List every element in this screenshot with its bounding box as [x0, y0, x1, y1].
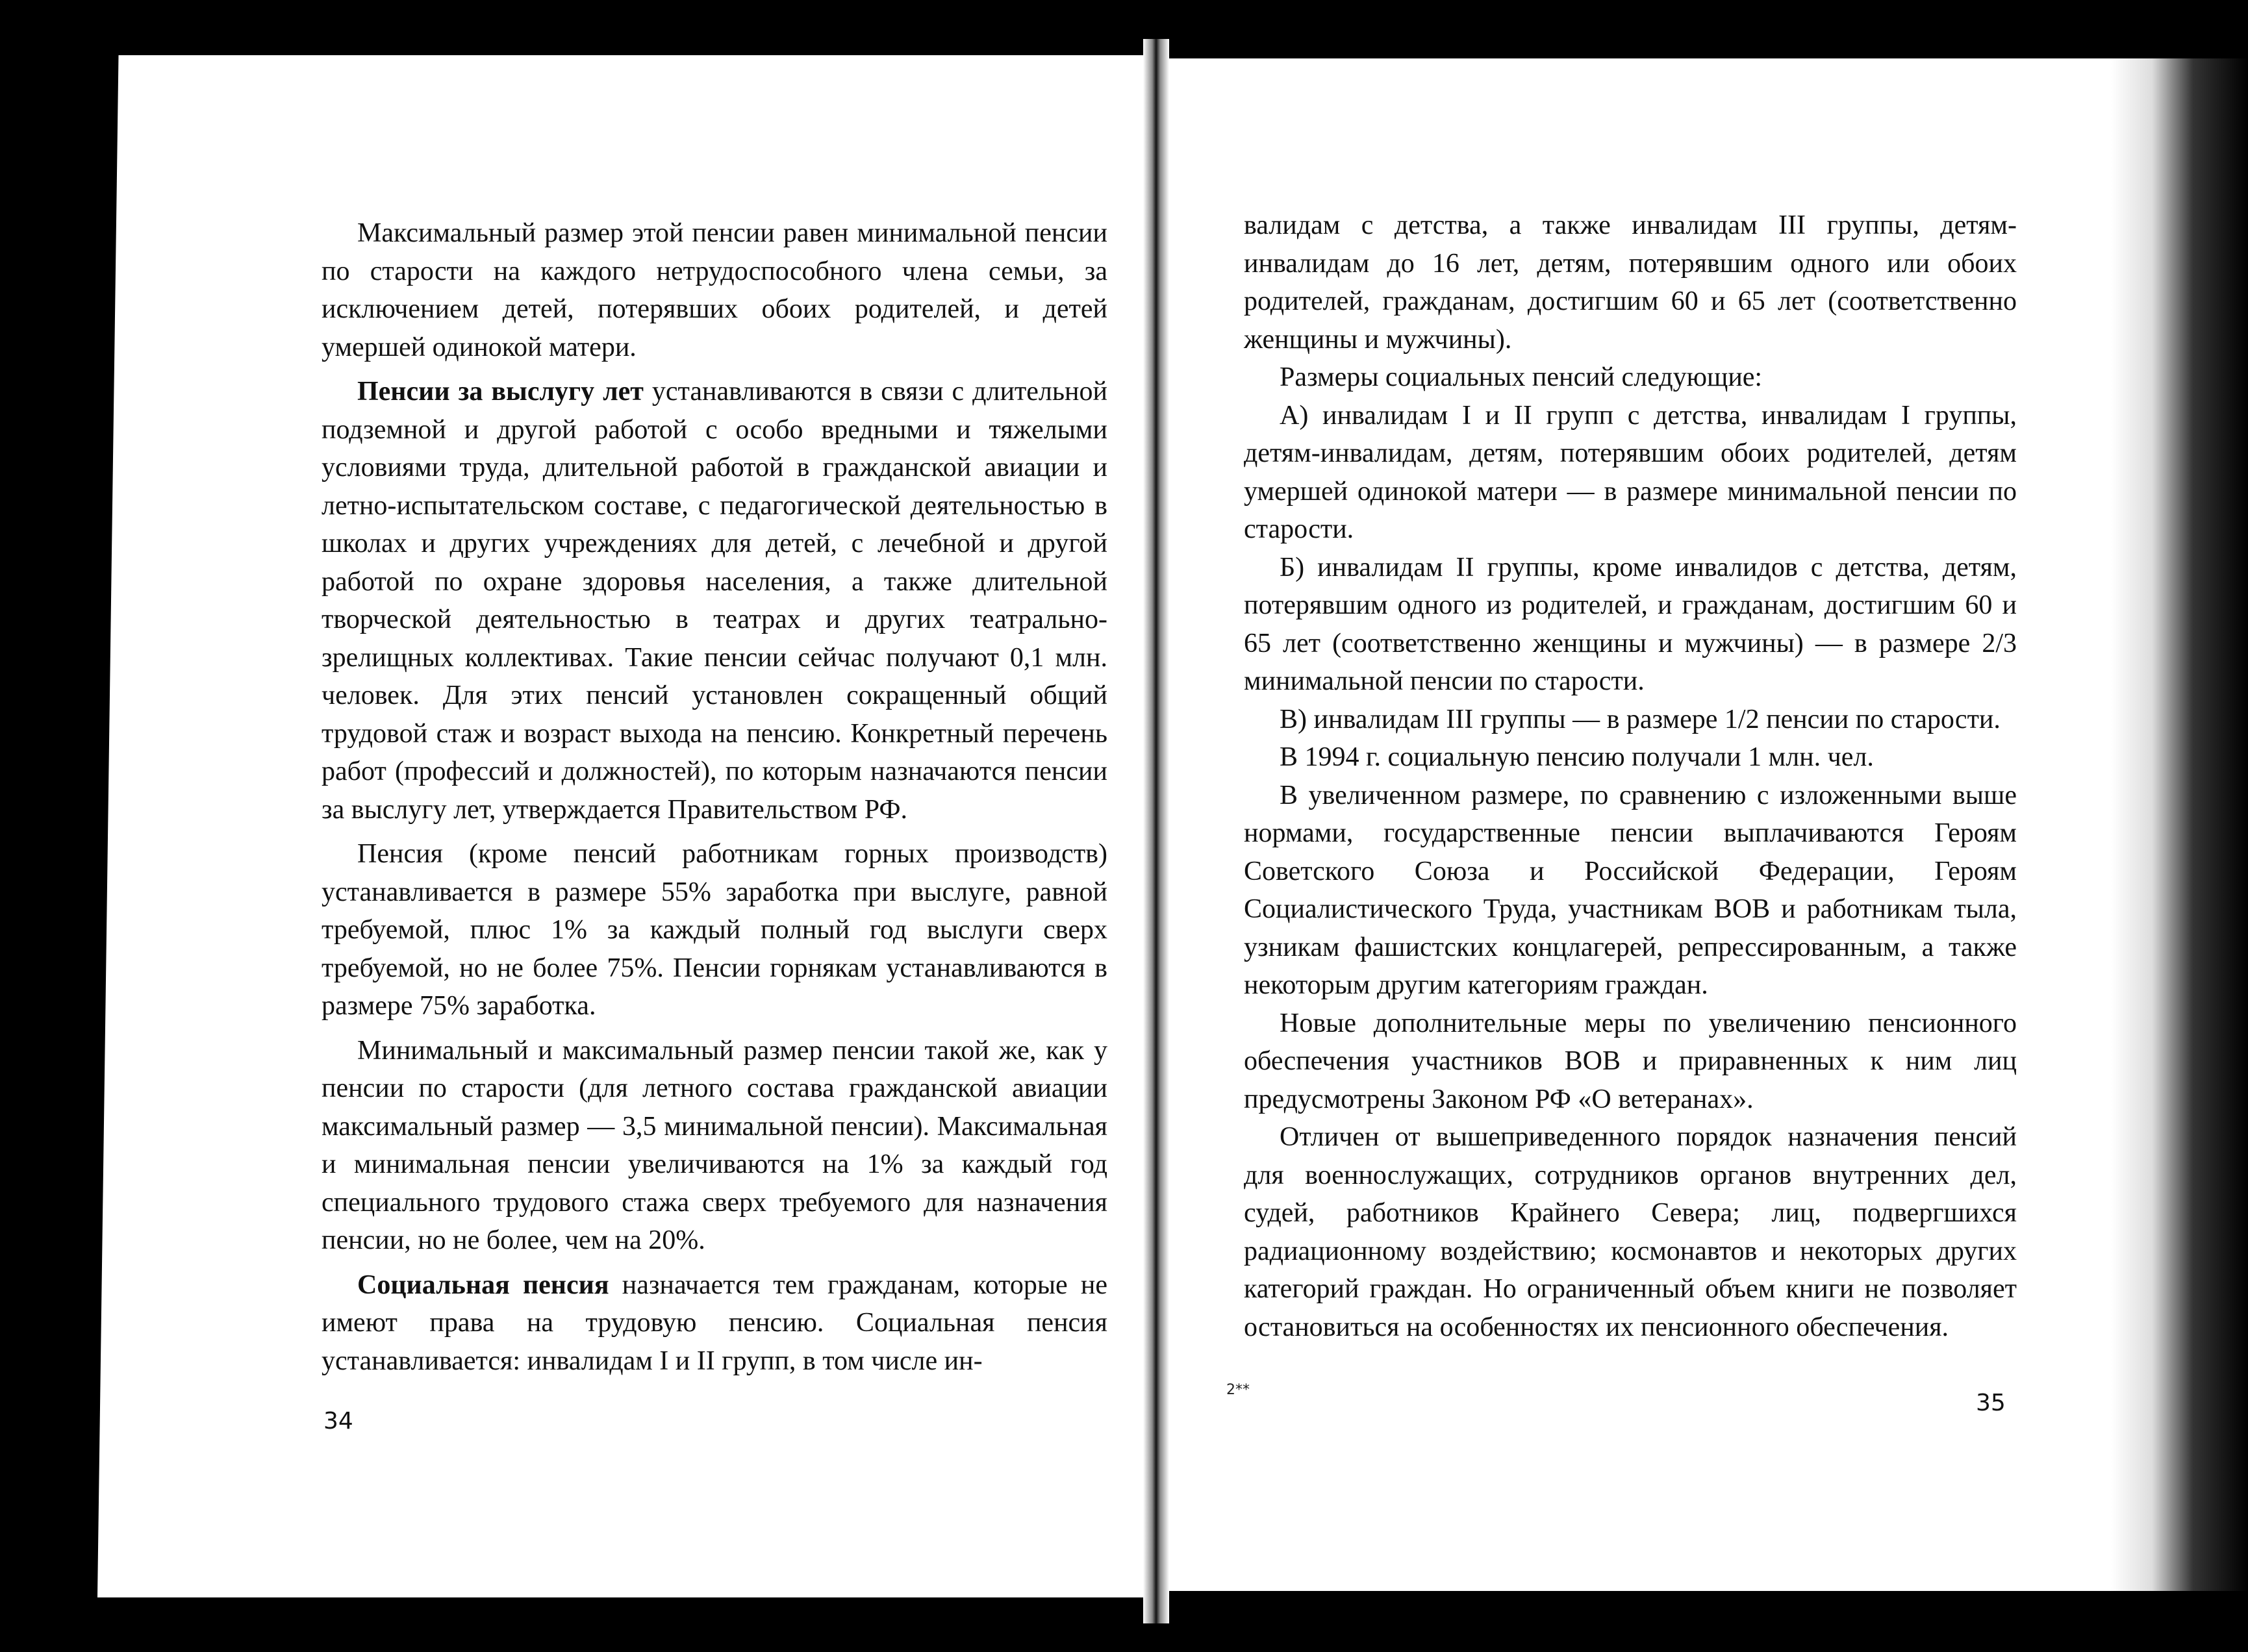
page-number-left: 34 [323, 1408, 353, 1434]
paragraph: Пенсии за выслугу лет устанавливаются в связи с длительной подземной и другой работой с особо вредными и тяжелыми условиями труда, длительной работой в гражданской авиации и летно-испытательском составе, с педагогической деятельностью в школах и других учреждениях для детей, с лечебной и другой работой по охране здоровья населения, а также длительной творческой деятельностью в театрах и других театрально-зрелищных коллективах. Такие пенсии сейчас получают 0,1 млн. человек. Для этих пенсий установлен сокращенный общий трудовой стаж и возраст выхода на пенсию. Конкретный перечень работ (профессий и должностей), по которым назначаются пенсии за выслугу лет, утверждается Правительством РФ. [322, 377, 1107, 825]
term-heading: Пенсии за выслугу лет [357, 377, 644, 407]
paragraph: В 1994 г. социальную пенсию получали 1 млн. чел. [1280, 742, 1874, 772]
right-page-text-column [1244, 206, 2017, 1346]
paragraph: Пенсия (кроме пенсий работникам горных производств) устанавливается в размере 55% заработка при выслуге, равной требуемой, плюс 1% за каждый полный год выслуги сверх требуемой, но не более 75%. Пенсии горнякам устанавливаются в размере 75% заработка. [322, 839, 1107, 1021]
page-number-right: 35 [1976, 1390, 2006, 1416]
paragraph: Максимальный размер этой пенсии равен минимальной пенсии по старости на каждого нетрудоспособного члена семьи, за исключением детей, потерявших обоих родителей, и детей умершей одинокой матери. [322, 218, 1107, 362]
paragraph: Новые дополнительные меры по увеличению пенсионного обеспечения участников ВОВ и приравненных к ним лиц предусмотрены Законом РФ «О ветеранах». [1244, 1008, 2017, 1114]
left-page-text-column [322, 214, 1107, 1380]
paragraph: валидам с детства, а также инвалидам III группы, детям-инвалидам до 16 лет, детям, потерявшим одного или обоих родителей, гражданам, достигшим 60 и 65 лет (соответственно женщины и мужчины). [1244, 210, 2017, 355]
paragraph: В увеличенном размере, по сравнению с изложенными выше нормами, государственные пенсии выплачиваются Героям Советского Союза и Российской Федерации, Героям Социалистического Труда, участникам ВОВ и работникам тыла, узникам фашистских концлагерей, репрессированным, а также некоторым другим категориям граждан. [1244, 780, 2017, 1000]
paragraph: Размеры социальных пенсий следующие: [1280, 362, 1763, 392]
term-heading: Социальная пенсия [357, 1270, 609, 1300]
paragraph: Социальная пенсия назначается тем гражданам, которые не имеют права на трудовую пенсию. Социальная пенсия устанавливается: инвалидам I и II групп, в том числе ин- [322, 1270, 1107, 1376]
paragraph: А) инвалидам I и II групп с детства, инвалидам I группы, детям-инвалидам, детям, потерявшим обоих родителей, детям умершей одинокой матери — в размере минимальной пенсии по старости. [1244, 400, 2017, 544]
paragraph: Б) инвалидам II группы, кроме инвалидов с детства, детям, потерявшим одного из родителей, и гражданам, достигшим 60 и 65 лет (соответственно женщины и мужчины) — в размере 2/3 минимальной пенсии по старости. [1244, 552, 2017, 696]
page-edge-shadow [2111, 58, 2248, 1591]
book-gutter [1143, 39, 1169, 1623]
paragraph: Отличен от вышеприведенного порядок назначения пенсий для военнослужащих, сотрудников органов внутренних дел, судей, работников Крайнего Севера; лиц, подвергшихся радиационному воздействию; космонавтов и некоторых других категорий граждан. Но ограниченный объем книги не позволяет остановиться на особенностях их пенсионного обеспечения. [1244, 1122, 2017, 1342]
signature-mark: 2** [1226, 1382, 1250, 1398]
paragraph: В) инвалидам III группы — в размере 1/2 пенсии по старости. [1280, 704, 2001, 734]
paragraph: Минимальный и максимальный размер пенсии такой же, как у пенсии по старости (для летного состава гражданской авиации максимальный размер — 3,5 минимальной пенсии). Максимальная и минимальная пенсии увеличиваются на 1% за каждый год специального трудового стажа сверх требуемого для назначения пенсии, но не более, чем на 20%. [322, 1035, 1107, 1255]
